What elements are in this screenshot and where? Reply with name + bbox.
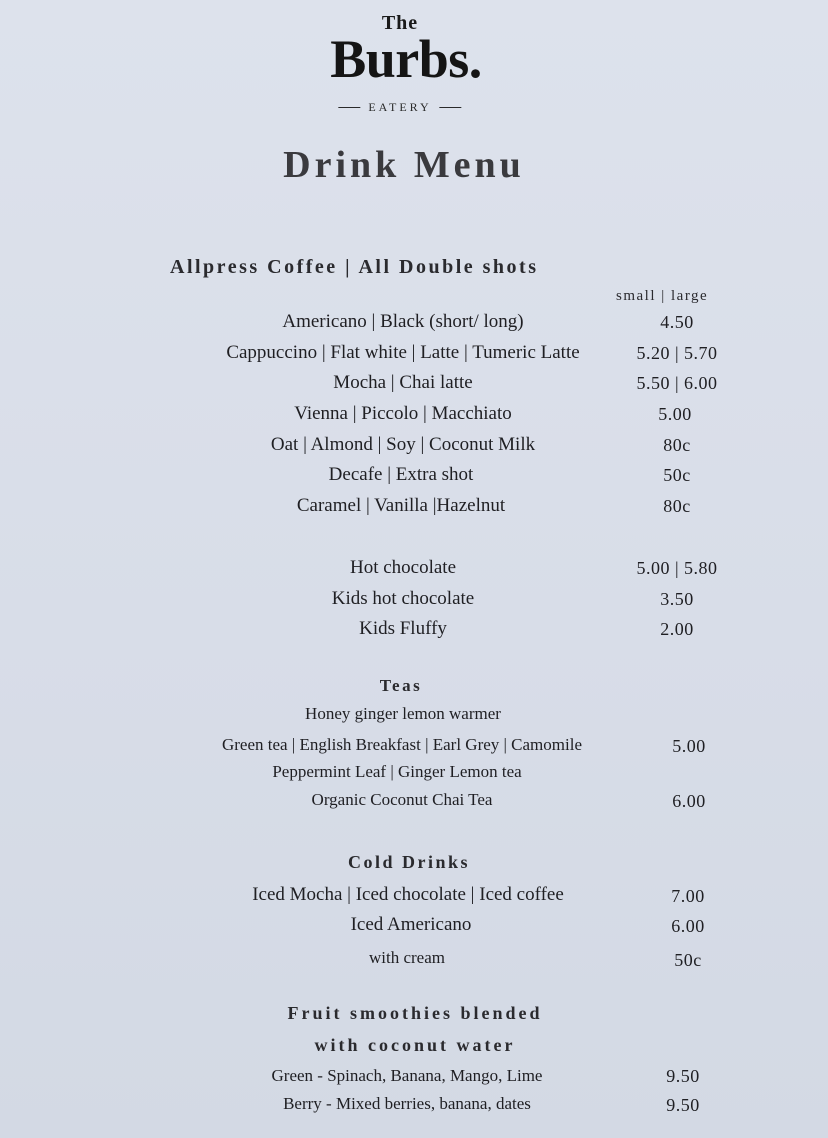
coffee-item-price: 50c (663, 465, 691, 485)
logo-tagline (338, 100, 461, 115)
coffee-item-price: 5.20 | 5.70 (636, 343, 718, 363)
size-label: small | large (616, 288, 709, 304)
coffee-item-name: Mocha | Chai latte (333, 372, 473, 393)
cold-item-price: 6.00 (671, 916, 705, 936)
smoothie-item-name: Green - Spinach, Banana, Mango, Lime (271, 1066, 543, 1085)
chocolate-item-price: 3.50 (660, 589, 694, 609)
coffee-item-name: Oat | Almond | Soy | Coconut Milk (270, 434, 536, 455)
coffee-item-price: 80c (663, 496, 691, 516)
coffee-heading: Allpress Coffee | All Double shots (170, 256, 539, 278)
smoothies-heading-line2: with coconut water (314, 1035, 516, 1055)
page-title: Drink Menu (283, 144, 525, 186)
cold-item-name: with cream (369, 948, 445, 967)
logo-wordmark: Burbs. (330, 29, 482, 89)
coffee-item-price: 5.50 | 6.00 (636, 373, 718, 393)
cold-item-name: Iced Americano (350, 914, 472, 935)
cold-item-price: 50c (674, 950, 702, 970)
divider-left (338, 107, 360, 108)
tea-item-price: 6.00 (672, 791, 706, 811)
tea-item-name: Honey ginger lemon warmer (305, 704, 501, 723)
coffee-item-price: 80c (663, 435, 691, 455)
coffee-item-name: Decafe | Extra shot (328, 464, 474, 485)
chocolate-item-price: 5.00 | 5.80 (636, 558, 718, 578)
smoothies-heading-line1: Fruit smoothies blended (287, 1003, 543, 1023)
logo-the: The (381, 12, 419, 34)
smoothie-item-price: 9.50 (666, 1066, 700, 1086)
teas-heading: Teas (379, 676, 423, 695)
cold-drinks-heading: Cold Drinks (347, 852, 471, 872)
coffee-item-name: Cappuccino | Flat white | Latte | Tumeric Latte (226, 342, 580, 363)
coffee-item-price: 5.00 (658, 404, 692, 424)
smoothie-item-name: Berry - Mixed berries, banana, dates (283, 1094, 531, 1113)
chocolate-item-name: Kids Fluffy (359, 618, 447, 639)
smoothie-item-price: 9.50 (666, 1095, 700, 1115)
tagline-text: EATERY (368, 100, 432, 114)
coffee-item-name: Americano | Black (short/ long) (282, 311, 524, 332)
coffee-item-name: Caramel | Vanilla |Hazelnut (296, 495, 506, 516)
chocolate-item-name: Hot chocolate (349, 557, 457, 578)
cold-item-price: 7.00 (671, 886, 705, 906)
cold-item-name: Iced Mocha | Iced chocolate | Iced coffee (252, 884, 564, 905)
coffee-item-name: Vienna | Piccolo | Macchiato (294, 403, 512, 424)
tea-item-name: Organic Coconut Chai Tea (311, 790, 493, 809)
chocolate-item-name: Kids hot chocolate (331, 588, 475, 609)
tea-item-price: 5.00 (672, 736, 706, 756)
tea-item-name: Green tea | English Breakfast | Earl Grey | Camomile (221, 735, 583, 754)
divider-right (440, 107, 462, 108)
tea-item-name: Peppermint Leaf | Ginger Lemon tea (272, 762, 522, 781)
coffee-item-price: 4.50 (660, 312, 694, 332)
chocolate-item-price: 2.00 (660, 619, 694, 639)
